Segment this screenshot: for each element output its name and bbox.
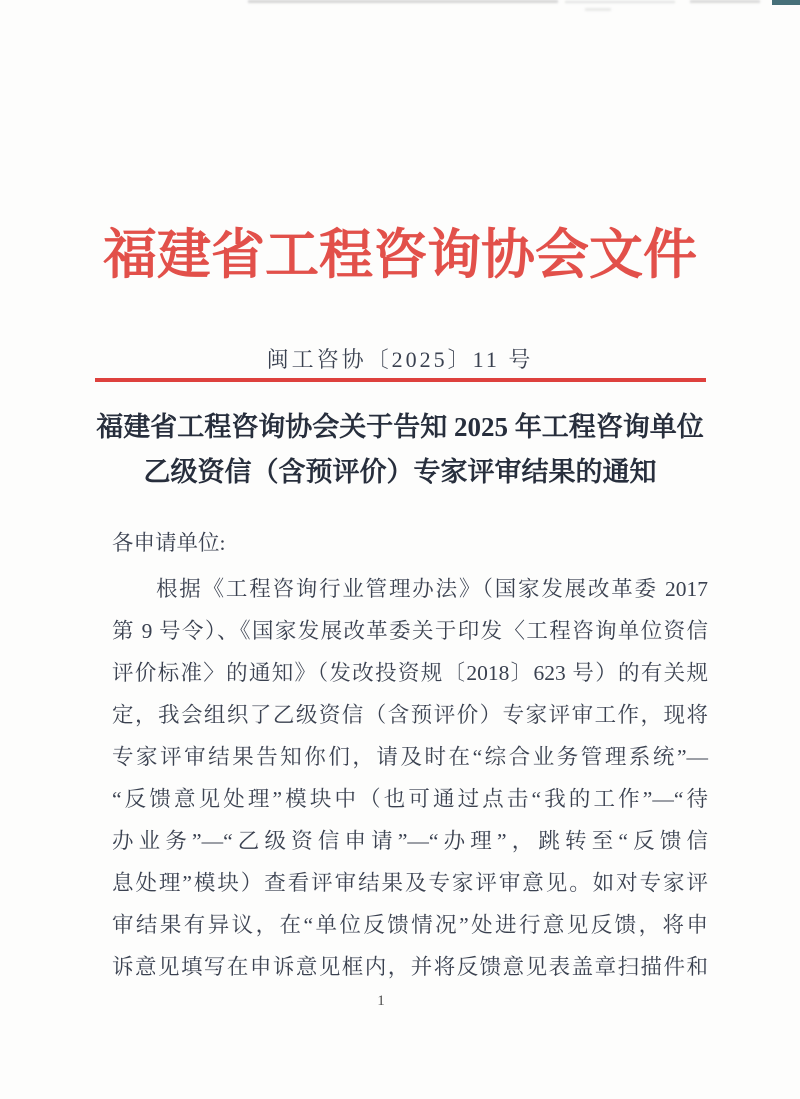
- scan-artifact-smudge: [565, 1, 675, 3]
- body-paragraph: [112, 568, 708, 988]
- body-line: 第 9 号令）、《国家发展改革委关于印发〈工程咨询单位资信: [112, 619, 708, 643]
- document-body: [112, 522, 708, 988]
- document-title-line2: 乙级资信（含预评价）专家评审结果的通知: [143, 457, 657, 487]
- body-line: 办业务”—“乙级资信申请”—“办理”，跳转至“反馈信: [112, 829, 708, 853]
- body-line: 审结果有异议，在“单位反馈情况”处进行意见反馈，将申: [112, 913, 708, 937]
- scan-artifact-smudge: [585, 8, 611, 11]
- body-line: 根据《工程咨询行业管理办法》（国家发展改革委 2017: [156, 577, 708, 601]
- document-number: 闽工咨协〔2025〕11 号: [266, 347, 534, 372]
- red-divider-line: [95, 378, 706, 382]
- body-line: 评价标准〉的通知》（发改投资规〔2018〕623 号）的有关规: [112, 661, 708, 685]
- body-line: “反馈意见处理”模块中（也可通过点击“我的工作”—“待: [112, 787, 708, 811]
- salutation: 各申请单位:: [112, 531, 226, 555]
- scan-artifact-teal-mark: [772, 0, 800, 5]
- body-line: 息处理”模块）查看评审结果及专家评审意见。如对专家评: [112, 871, 708, 895]
- body-line: 专家评审结果告知你们，请及时在“综合业务管理系统”—: [112, 745, 708, 769]
- body-line: 定，我会组织了乙级资信（含预评价）专家评审工作，现将: [112, 703, 708, 727]
- document-title: [50, 405, 750, 495]
- body-line: 诉意见填写在申诉意见框内，并将反馈意见表盖章扫描件和: [112, 955, 708, 979]
- document-masthead-title: 福建省工程咨询协会文件: [103, 225, 697, 285]
- page-number: 1: [377, 993, 385, 1009]
- scan-artifact-smudge: [248, 0, 558, 3]
- document-title-line1: 福建省工程咨询协会关于告知 2025 年工程咨询单位: [96, 412, 704, 442]
- scan-artifact-smudge: [690, 0, 760, 3]
